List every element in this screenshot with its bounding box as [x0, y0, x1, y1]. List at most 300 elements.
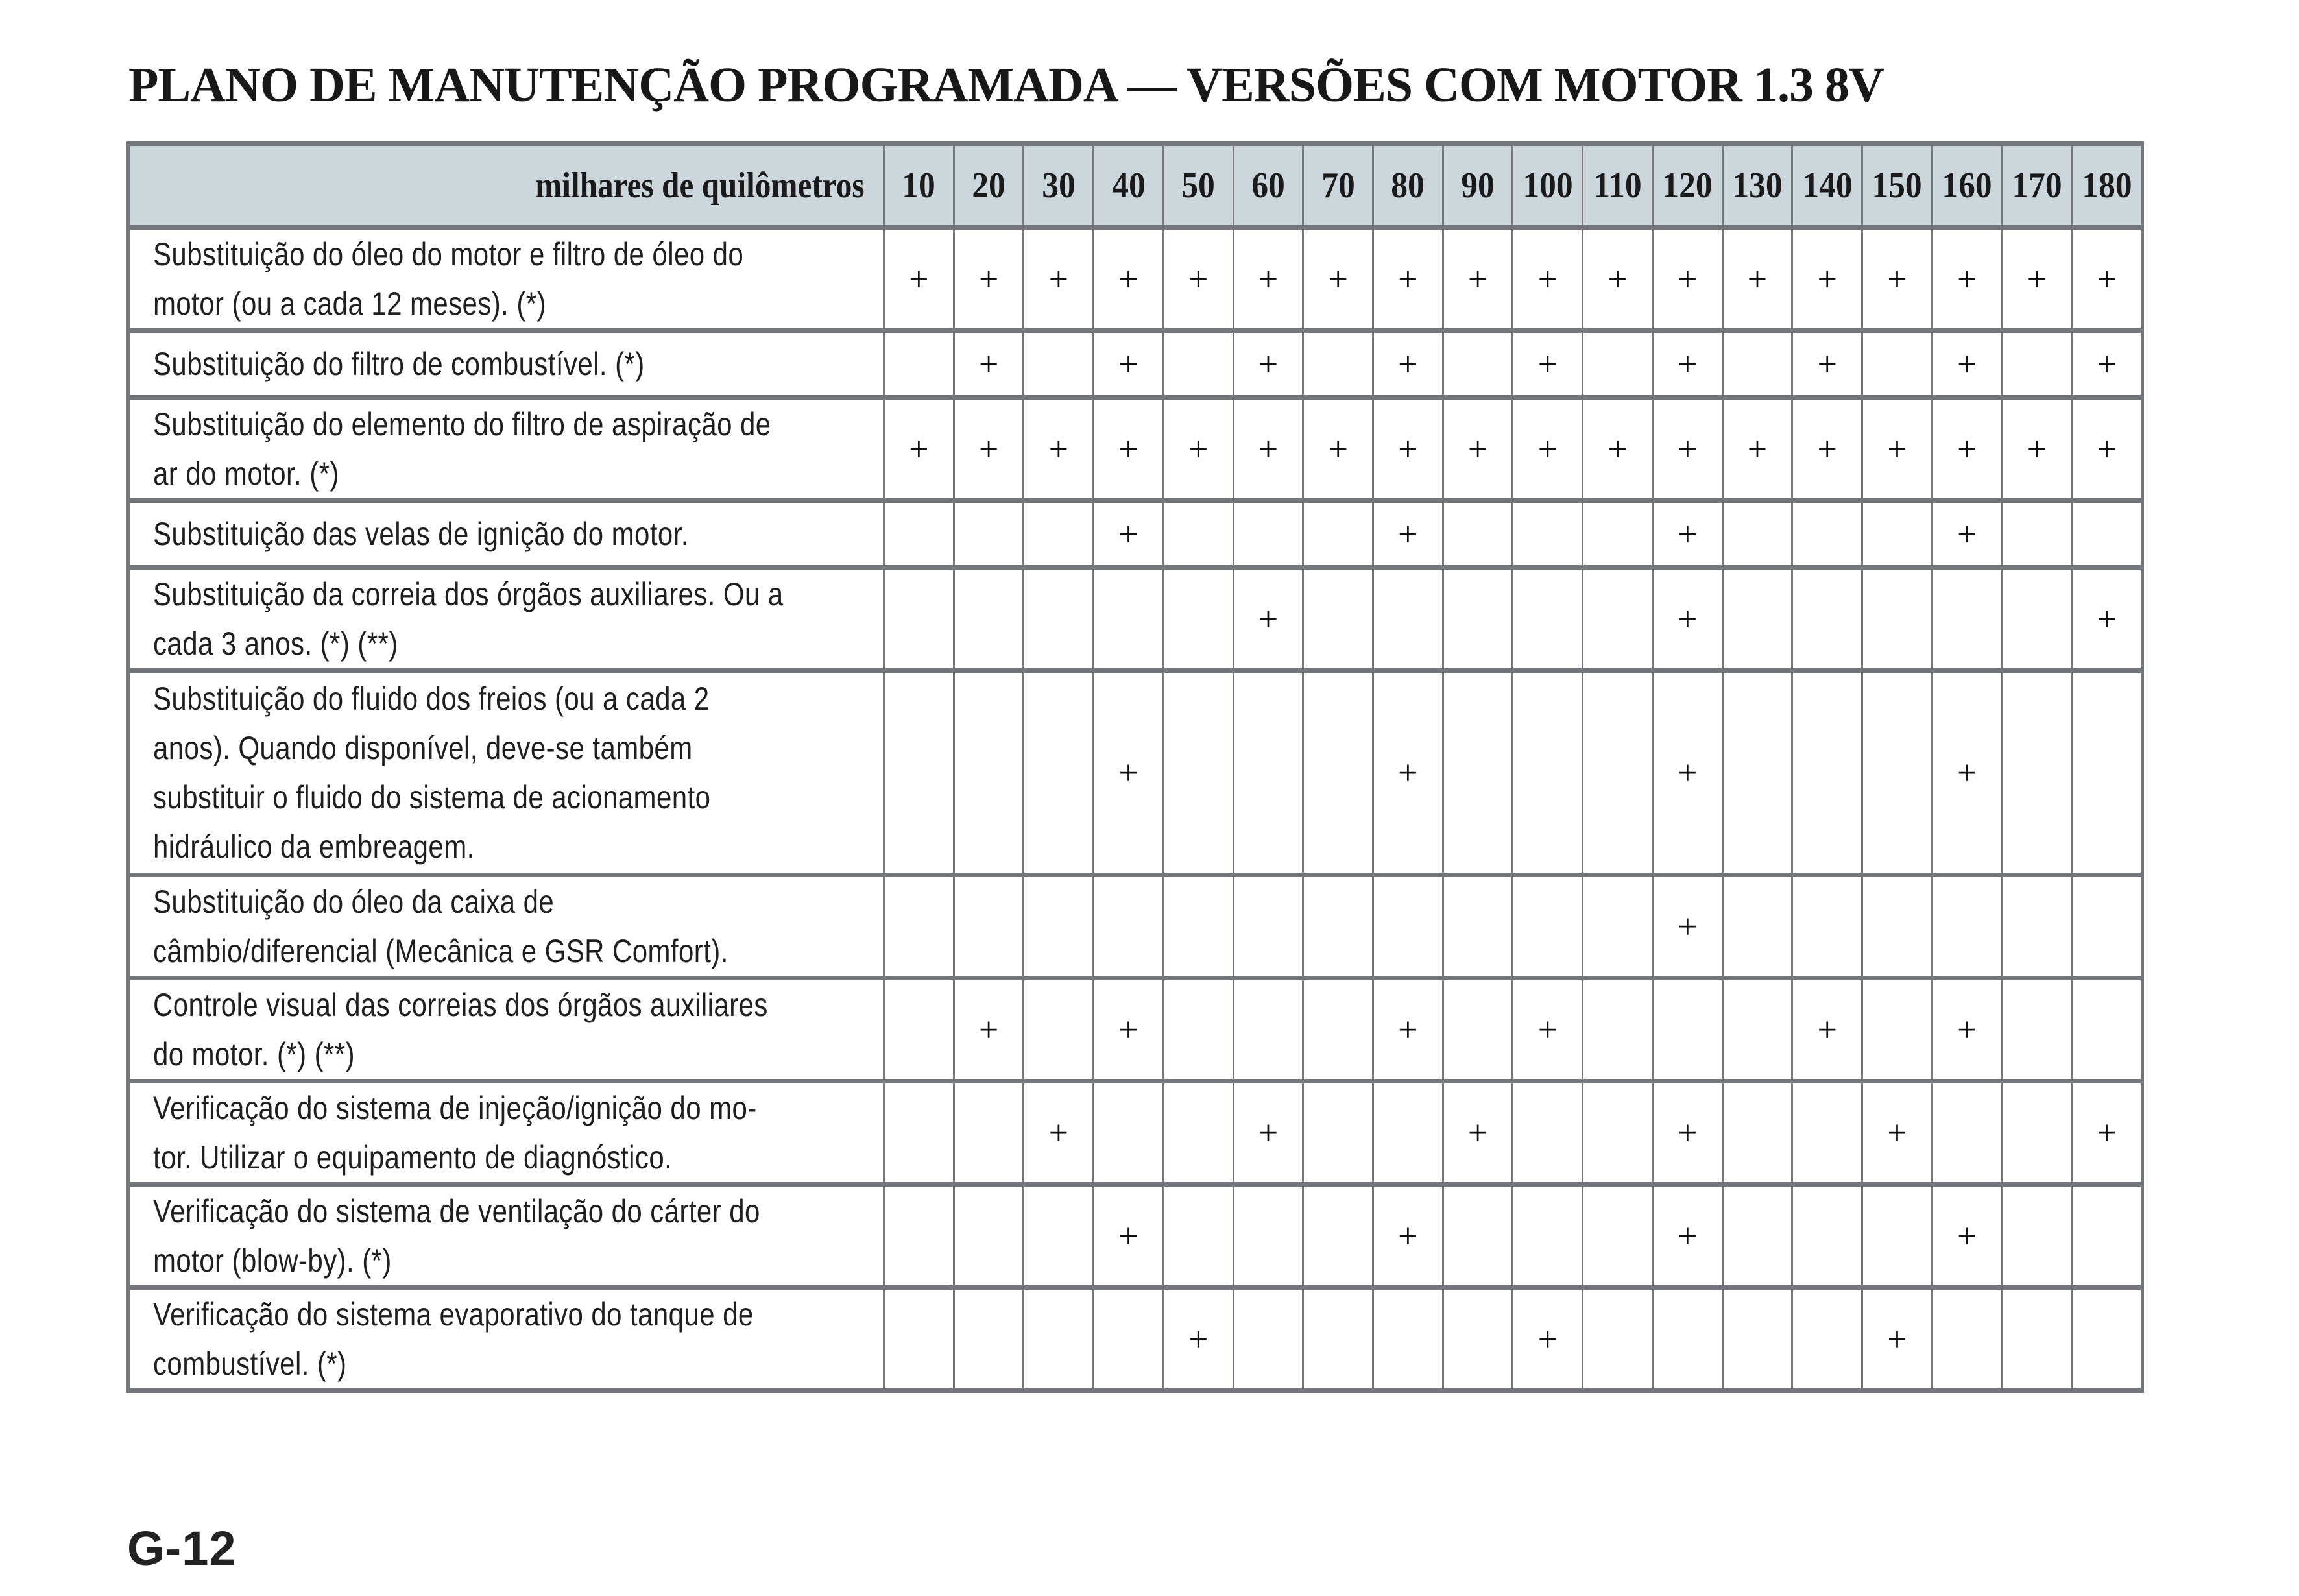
interval-cell-90 [1442, 1187, 1512, 1285]
table-row [130, 877, 2141, 980]
plus-mark: + [1398, 1010, 1418, 1049]
interval-cell-140 [1791, 570, 1861, 668]
task-description-cell [130, 1187, 883, 1285]
interval-cell-150 [1861, 333, 1931, 395]
header-col-label: 60 [1251, 165, 1285, 206]
plus-mark: + [1188, 429, 1209, 468]
plus-mark: + [1956, 753, 1977, 792]
header-col-label: 50 [1181, 165, 1215, 206]
header-col-label: 140 [1802, 165, 1853, 206]
interval-cell-20 [953, 1187, 1023, 1285]
interval-cell-100 [1511, 1290, 1582, 1388]
interval-cell-60 [1233, 1187, 1303, 1285]
interval-cell-90 [1442, 400, 1512, 498]
interval-cell-110 [1582, 980, 1652, 1079]
task-line: ar do motor. (*) [153, 455, 339, 492]
interval-cell-10 [883, 570, 953, 668]
interval-cell-120 [1652, 877, 1722, 976]
task-line: motor (ou a cada 12 meses). (*) [153, 285, 546, 322]
interval-cell-150 [1861, 980, 1931, 1079]
header-col-label: 70 [1321, 165, 1355, 206]
task-line: cada 3 anos. (*) (**) [153, 625, 398, 662]
plus-mark: + [1398, 429, 1418, 468]
table-row [130, 400, 2141, 503]
interval-cell-100 [1511, 1083, 1582, 1182]
plus-mark: + [1607, 429, 1628, 468]
interval-cell-130 [1722, 230, 1792, 328]
interval-cell-80 [1372, 673, 1442, 873]
plus-mark: + [909, 260, 929, 298]
interval-cell-130 [1722, 333, 1792, 395]
plus-mark: + [1258, 599, 1279, 638]
interval-cell-50 [1162, 333, 1233, 395]
interval-cell-30 [1022, 400, 1092, 498]
interval-cell-130 [1722, 503, 1792, 565]
interval-cell-150 [1861, 230, 1931, 328]
interval-cell-40 [1092, 877, 1162, 976]
header-col-label: 180 [2081, 165, 2132, 206]
task-line: Substituição do fluido dos freios (ou a cada 2 [153, 681, 710, 717]
interval-cell-70 [1302, 1083, 1372, 1182]
plus-mark: + [1258, 260, 1279, 298]
interval-cell-150 [1861, 877, 1931, 976]
task-line: Substituição do óleo da caixa de [153, 884, 555, 920]
interval-cell-120 [1652, 1187, 1722, 1285]
plus-mark: + [1258, 429, 1279, 468]
interval-cell-20 [953, 1290, 1023, 1388]
interval-cell-180 [2071, 877, 2141, 976]
interval-cell-90 [1442, 230, 1512, 328]
interval-cell-140 [1791, 980, 1861, 1079]
interval-cell-40 [1092, 230, 1162, 328]
interval-cell-110 [1582, 570, 1652, 668]
plus-mark: + [1956, 1010, 1977, 1049]
interval-cell-170 [2001, 400, 2071, 498]
interval-cell-130 [1722, 1290, 1792, 1388]
task-line: Controle visual das correias dos órgãos auxiliares [153, 987, 768, 1023]
interval-cell-120 [1652, 333, 1722, 395]
table-row [130, 673, 2141, 877]
interval-cell-140 [1791, 503, 1861, 565]
interval-cell-180 [2071, 570, 2141, 668]
task-line: anos). Quando disponível, deve-se também [153, 730, 693, 766]
plus-mark: + [2097, 429, 2117, 468]
header-col-180 [2071, 146, 2141, 225]
interval-cell-180 [2071, 673, 2141, 873]
interval-cell-120 [1652, 230, 1722, 328]
plus-mark: + [1048, 260, 1069, 298]
plus-mark: + [1956, 345, 1977, 383]
plus-mark: + [1817, 429, 1837, 468]
interval-cell-160 [1931, 673, 2001, 873]
interval-cell-130 [1722, 570, 1792, 668]
interval-cell-60 [1233, 503, 1303, 565]
header-col-label: 170 [2012, 165, 2062, 206]
plus-mark: + [1887, 1113, 1907, 1152]
interval-cell-100 [1511, 333, 1582, 395]
header-col-70 [1302, 146, 1372, 225]
header-col-120 [1652, 146, 1722, 225]
header-col-170 [2001, 146, 2071, 225]
interval-cell-100 [1511, 980, 1582, 1079]
interval-cell-160 [1931, 570, 2001, 668]
interval-cell-100 [1511, 230, 1582, 328]
interval-cell-50 [1162, 673, 1233, 873]
task-description-cell [130, 400, 883, 498]
header-col-label: 160 [1942, 165, 1992, 206]
interval-cell-60 [1233, 400, 1303, 498]
interval-cell-20 [953, 333, 1023, 395]
plus-mark: + [1817, 345, 1837, 383]
header-col-label: 110 [1593, 165, 1642, 206]
header-col-label: 40 [1111, 165, 1146, 206]
task-line: hidráulico da embreagem. [153, 828, 475, 865]
plus-mark: + [1118, 753, 1138, 792]
interval-cell-20 [953, 877, 1023, 976]
interval-cell-170 [2001, 333, 2071, 395]
interval-cell-130 [1722, 877, 1792, 976]
interval-cell-50 [1162, 570, 1233, 668]
task-line: Substituição da correia dos órgãos auxiliares. Ou a [153, 576, 784, 612]
interval-cell-110 [1582, 1187, 1652, 1285]
interval-cell-10 [883, 400, 953, 498]
interval-cell-120 [1652, 570, 1722, 668]
interval-cell-20 [953, 400, 1023, 498]
plus-mark: + [1537, 260, 1558, 298]
plus-mark: + [1817, 1010, 1837, 1049]
interval-cell-150 [1861, 1083, 1931, 1182]
interval-cell-120 [1652, 673, 1722, 873]
header-col-label: 30 [1042, 165, 1076, 206]
interval-cell-120 [1652, 503, 1722, 565]
plus-mark: + [1678, 260, 1698, 298]
interval-cell-30 [1022, 333, 1092, 395]
plus-mark: + [1328, 260, 1348, 298]
header-col-label: 20 [972, 165, 1005, 206]
table-row [130, 570, 2141, 673]
interval-cell-70 [1302, 1290, 1372, 1388]
page-title: PLANO DE MANUTENÇÃO PROGRAMADA — VERSÕES COM MOTOR 1.3 8V [128, 58, 1884, 112]
header-col-140 [1791, 146, 1861, 225]
interval-cell-140 [1791, 673, 1861, 873]
header-col-130 [1722, 146, 1792, 225]
interval-cell-100 [1511, 877, 1582, 976]
interval-cell-130 [1722, 980, 1792, 1079]
interval-cell-160 [1931, 400, 2001, 498]
plus-mark: + [1956, 514, 1977, 553]
plus-mark: + [1956, 429, 1977, 468]
interval-cell-160 [1931, 230, 2001, 328]
header-label-cell [130, 146, 883, 225]
task-line: Substituição do elemento do filtro de aspiração de [153, 406, 771, 442]
interval-cell-60 [1233, 980, 1303, 1079]
table-row [130, 1083, 2141, 1187]
plus-mark: + [978, 1010, 999, 1049]
plus-mark: + [1188, 1320, 1209, 1359]
header-col-label: 100 [1523, 165, 1573, 206]
interval-cell-110 [1582, 877, 1652, 976]
plus-mark: + [2097, 345, 2117, 383]
interval-cell-160 [1931, 1290, 2001, 1388]
plus-mark: + [1537, 345, 1558, 383]
plus-mark: + [909, 429, 929, 468]
interval-cell-110 [1582, 400, 1652, 498]
interval-cell-160 [1931, 333, 2001, 395]
task-description-cell [130, 877, 883, 976]
interval-cell-20 [953, 1083, 1023, 1182]
interval-cell-120 [1652, 400, 1722, 498]
plus-mark: + [1467, 429, 1488, 468]
plus-mark: + [1607, 260, 1628, 298]
interval-cell-130 [1722, 400, 1792, 498]
interval-cell-80 [1372, 570, 1442, 668]
interval-cell-170 [2001, 673, 2071, 873]
plus-mark: + [1398, 753, 1418, 792]
interval-cell-180 [2071, 1083, 2141, 1182]
plus-mark: + [1887, 260, 1907, 298]
interval-cell-50 [1162, 400, 1233, 498]
header-col-label: 130 [1732, 165, 1783, 206]
header-col-50 [1162, 146, 1233, 225]
interval-cell-40 [1092, 673, 1162, 873]
interval-cell-10 [883, 673, 953, 873]
interval-cell-140 [1791, 333, 1861, 395]
interval-cell-30 [1022, 570, 1092, 668]
plus-mark: + [1887, 1320, 1907, 1359]
interval-cell-70 [1302, 333, 1372, 395]
interval-cell-30 [1022, 980, 1092, 1079]
interval-cell-90 [1442, 673, 1512, 873]
interval-cell-10 [883, 503, 953, 565]
plus-mark: + [978, 260, 999, 298]
interval-cell-70 [1302, 877, 1372, 976]
interval-cell-90 [1442, 570, 1512, 668]
header-col-30 [1022, 146, 1092, 225]
task-line: Verificação do sistema evaporativo do tanque de [153, 1296, 754, 1333]
interval-cell-60 [1233, 1290, 1303, 1388]
plus-mark: + [1537, 1320, 1558, 1359]
header-col-40 [1092, 146, 1162, 225]
interval-cell-100 [1511, 400, 1582, 498]
header-col-80 [1372, 146, 1442, 225]
interval-cell-180 [2071, 980, 2141, 1079]
interval-cell-70 [1302, 503, 1372, 565]
interval-cell-70 [1302, 230, 1372, 328]
plus-mark: + [1118, 345, 1138, 383]
interval-cell-180 [2071, 333, 2141, 395]
interval-cell-10 [883, 1187, 953, 1285]
interval-cell-160 [1931, 1187, 2001, 1285]
table-body [130, 230, 2141, 1393]
header-col-100 [1511, 146, 1582, 225]
plus-mark: + [1118, 260, 1138, 298]
header-col-10 [883, 146, 953, 225]
header-col-60 [1233, 146, 1303, 225]
table-row [130, 230, 2141, 333]
header-col-110 [1582, 146, 1652, 225]
plus-mark: + [1747, 429, 1768, 468]
plus-mark: + [1118, 1010, 1138, 1049]
interval-cell-10 [883, 230, 953, 328]
interval-cell-40 [1092, 400, 1162, 498]
interval-cell-40 [1092, 1083, 1162, 1182]
interval-cell-160 [1931, 503, 2001, 565]
interval-cell-150 [1861, 1290, 1931, 1388]
task-line: tor. Utilizar o equipamento de diagnóstico. [153, 1139, 673, 1176]
task-description-cell [130, 980, 883, 1079]
interval-cell-120 [1652, 980, 1722, 1079]
header-label: milhares de quilômetros [535, 165, 865, 206]
interval-cell-20 [953, 230, 1023, 328]
plus-mark: + [1887, 429, 1907, 468]
interval-cell-50 [1162, 1290, 1233, 1388]
interval-cell-30 [1022, 877, 1092, 976]
table-row [130, 1290, 2141, 1393]
interval-cell-170 [2001, 1290, 2071, 1388]
interval-cell-120 [1652, 1083, 1722, 1182]
interval-cell-120 [1652, 1290, 1722, 1388]
interval-cell-170 [2001, 877, 2071, 976]
interval-cell-80 [1372, 1187, 1442, 1285]
interval-cell-180 [2071, 400, 2141, 498]
interval-cell-30 [1022, 503, 1092, 565]
interval-cell-170 [2001, 1187, 2071, 1285]
interval-cell-160 [1931, 980, 2001, 1079]
plus-mark: + [1398, 1216, 1418, 1255]
header-col-label: 10 [902, 165, 936, 206]
interval-cell-30 [1022, 1187, 1092, 1285]
interval-cell-90 [1442, 877, 1512, 976]
interval-cell-110 [1582, 503, 1652, 565]
interval-cell-30 [1022, 1083, 1092, 1182]
interval-cell-60 [1233, 570, 1303, 668]
interval-cell-50 [1162, 980, 1233, 1079]
interval-cell-180 [2071, 503, 2141, 565]
interval-cell-80 [1372, 333, 1442, 395]
interval-cell-90 [1442, 1290, 1512, 1388]
plus-mark: + [1678, 753, 1698, 792]
interval-cell-140 [1791, 230, 1861, 328]
interval-cell-150 [1861, 1187, 1931, 1285]
plus-mark: + [1398, 514, 1418, 553]
task-line: câmbio/diferencial (Mecânica e GSR Comfort). [153, 933, 728, 969]
plus-mark: + [1678, 514, 1698, 553]
task-line: Verificação do sistema de injeção/ignição do mo- [153, 1090, 757, 1126]
interval-cell-60 [1233, 230, 1303, 328]
interval-cell-110 [1582, 673, 1652, 873]
plus-mark: + [1537, 429, 1558, 468]
interval-cell-40 [1092, 503, 1162, 565]
interval-cell-100 [1511, 1187, 1582, 1285]
interval-cell-100 [1511, 570, 1582, 668]
task-line: motor (blow-by). (*) [153, 1242, 392, 1279]
interval-cell-80 [1372, 1290, 1442, 1388]
plus-mark: + [2097, 599, 2117, 638]
interval-cell-170 [2001, 570, 2071, 668]
plus-mark: + [2097, 1113, 2117, 1152]
interval-cell-130 [1722, 1187, 1792, 1285]
plus-mark: + [2027, 429, 2047, 468]
interval-cell-110 [1582, 333, 1652, 395]
interval-cell-30 [1022, 673, 1092, 873]
plus-mark: + [1048, 429, 1069, 468]
interval-cell-150 [1861, 570, 1931, 668]
interval-cell-80 [1372, 400, 1442, 498]
interval-cell-90 [1442, 980, 1512, 1079]
task-line: substituir o fluido do sistema de acionamento [153, 779, 711, 816]
interval-cell-30 [1022, 230, 1092, 328]
plus-mark: + [1678, 599, 1698, 638]
interval-cell-110 [1582, 1290, 1652, 1388]
table-row [130, 980, 2141, 1083]
interval-cell-90 [1442, 1083, 1512, 1182]
interval-cell-150 [1861, 673, 1931, 873]
interval-cell-60 [1233, 1083, 1303, 1182]
maintenance-table [126, 141, 2144, 1393]
interval-cell-10 [883, 877, 953, 976]
task-description-cell [130, 1083, 883, 1182]
plus-mark: + [1328, 429, 1348, 468]
plus-mark: + [1118, 429, 1138, 468]
plus-mark: + [1747, 260, 1768, 298]
interval-cell-60 [1233, 333, 1303, 395]
table-row [130, 333, 2141, 400]
interval-cell-140 [1791, 400, 1861, 498]
plus-mark: + [978, 345, 999, 383]
plus-mark: + [1258, 345, 1279, 383]
interval-cell-170 [2001, 230, 2071, 328]
interval-cell-90 [1442, 333, 1512, 395]
task-description-cell [130, 673, 883, 873]
plus-mark: + [1258, 1113, 1279, 1152]
interval-cell-110 [1582, 230, 1652, 328]
interval-cell-140 [1791, 1187, 1861, 1285]
interval-cell-10 [883, 333, 953, 395]
task-description-cell [130, 1290, 883, 1388]
task-line: combustível. (*) [153, 1346, 347, 1382]
interval-cell-50 [1162, 230, 1233, 328]
plus-mark: + [1118, 1216, 1138, 1255]
interval-cell-140 [1791, 1290, 1861, 1388]
interval-cell-30 [1022, 1290, 1092, 1388]
interval-cell-80 [1372, 877, 1442, 976]
interval-cell-60 [1233, 877, 1303, 976]
interval-cell-90 [1442, 503, 1512, 565]
interval-cell-80 [1372, 1083, 1442, 1182]
page-number: G-12 [127, 1521, 237, 1575]
interval-cell-100 [1511, 673, 1582, 873]
interval-cell-170 [2001, 503, 2071, 565]
interval-cell-70 [1302, 1187, 1372, 1285]
interval-cell-100 [1511, 503, 1582, 565]
plus-mark: + [1398, 345, 1418, 383]
table-row [130, 503, 2141, 570]
plus-mark: + [2097, 260, 2117, 298]
header-col-label: 150 [1872, 165, 1923, 206]
plus-mark: + [1537, 1010, 1558, 1049]
table-header-row [130, 146, 2141, 230]
plus-mark: + [1678, 1216, 1698, 1255]
task-description-cell [130, 570, 883, 668]
interval-cell-130 [1722, 1083, 1792, 1182]
interval-cell-10 [883, 980, 953, 1079]
plus-mark: + [1678, 345, 1698, 383]
header-col-90 [1442, 146, 1512, 225]
interval-cell-140 [1791, 1083, 1861, 1182]
task-description-cell [130, 333, 883, 395]
interval-cell-70 [1302, 980, 1372, 1079]
interval-cell-150 [1861, 400, 1931, 498]
